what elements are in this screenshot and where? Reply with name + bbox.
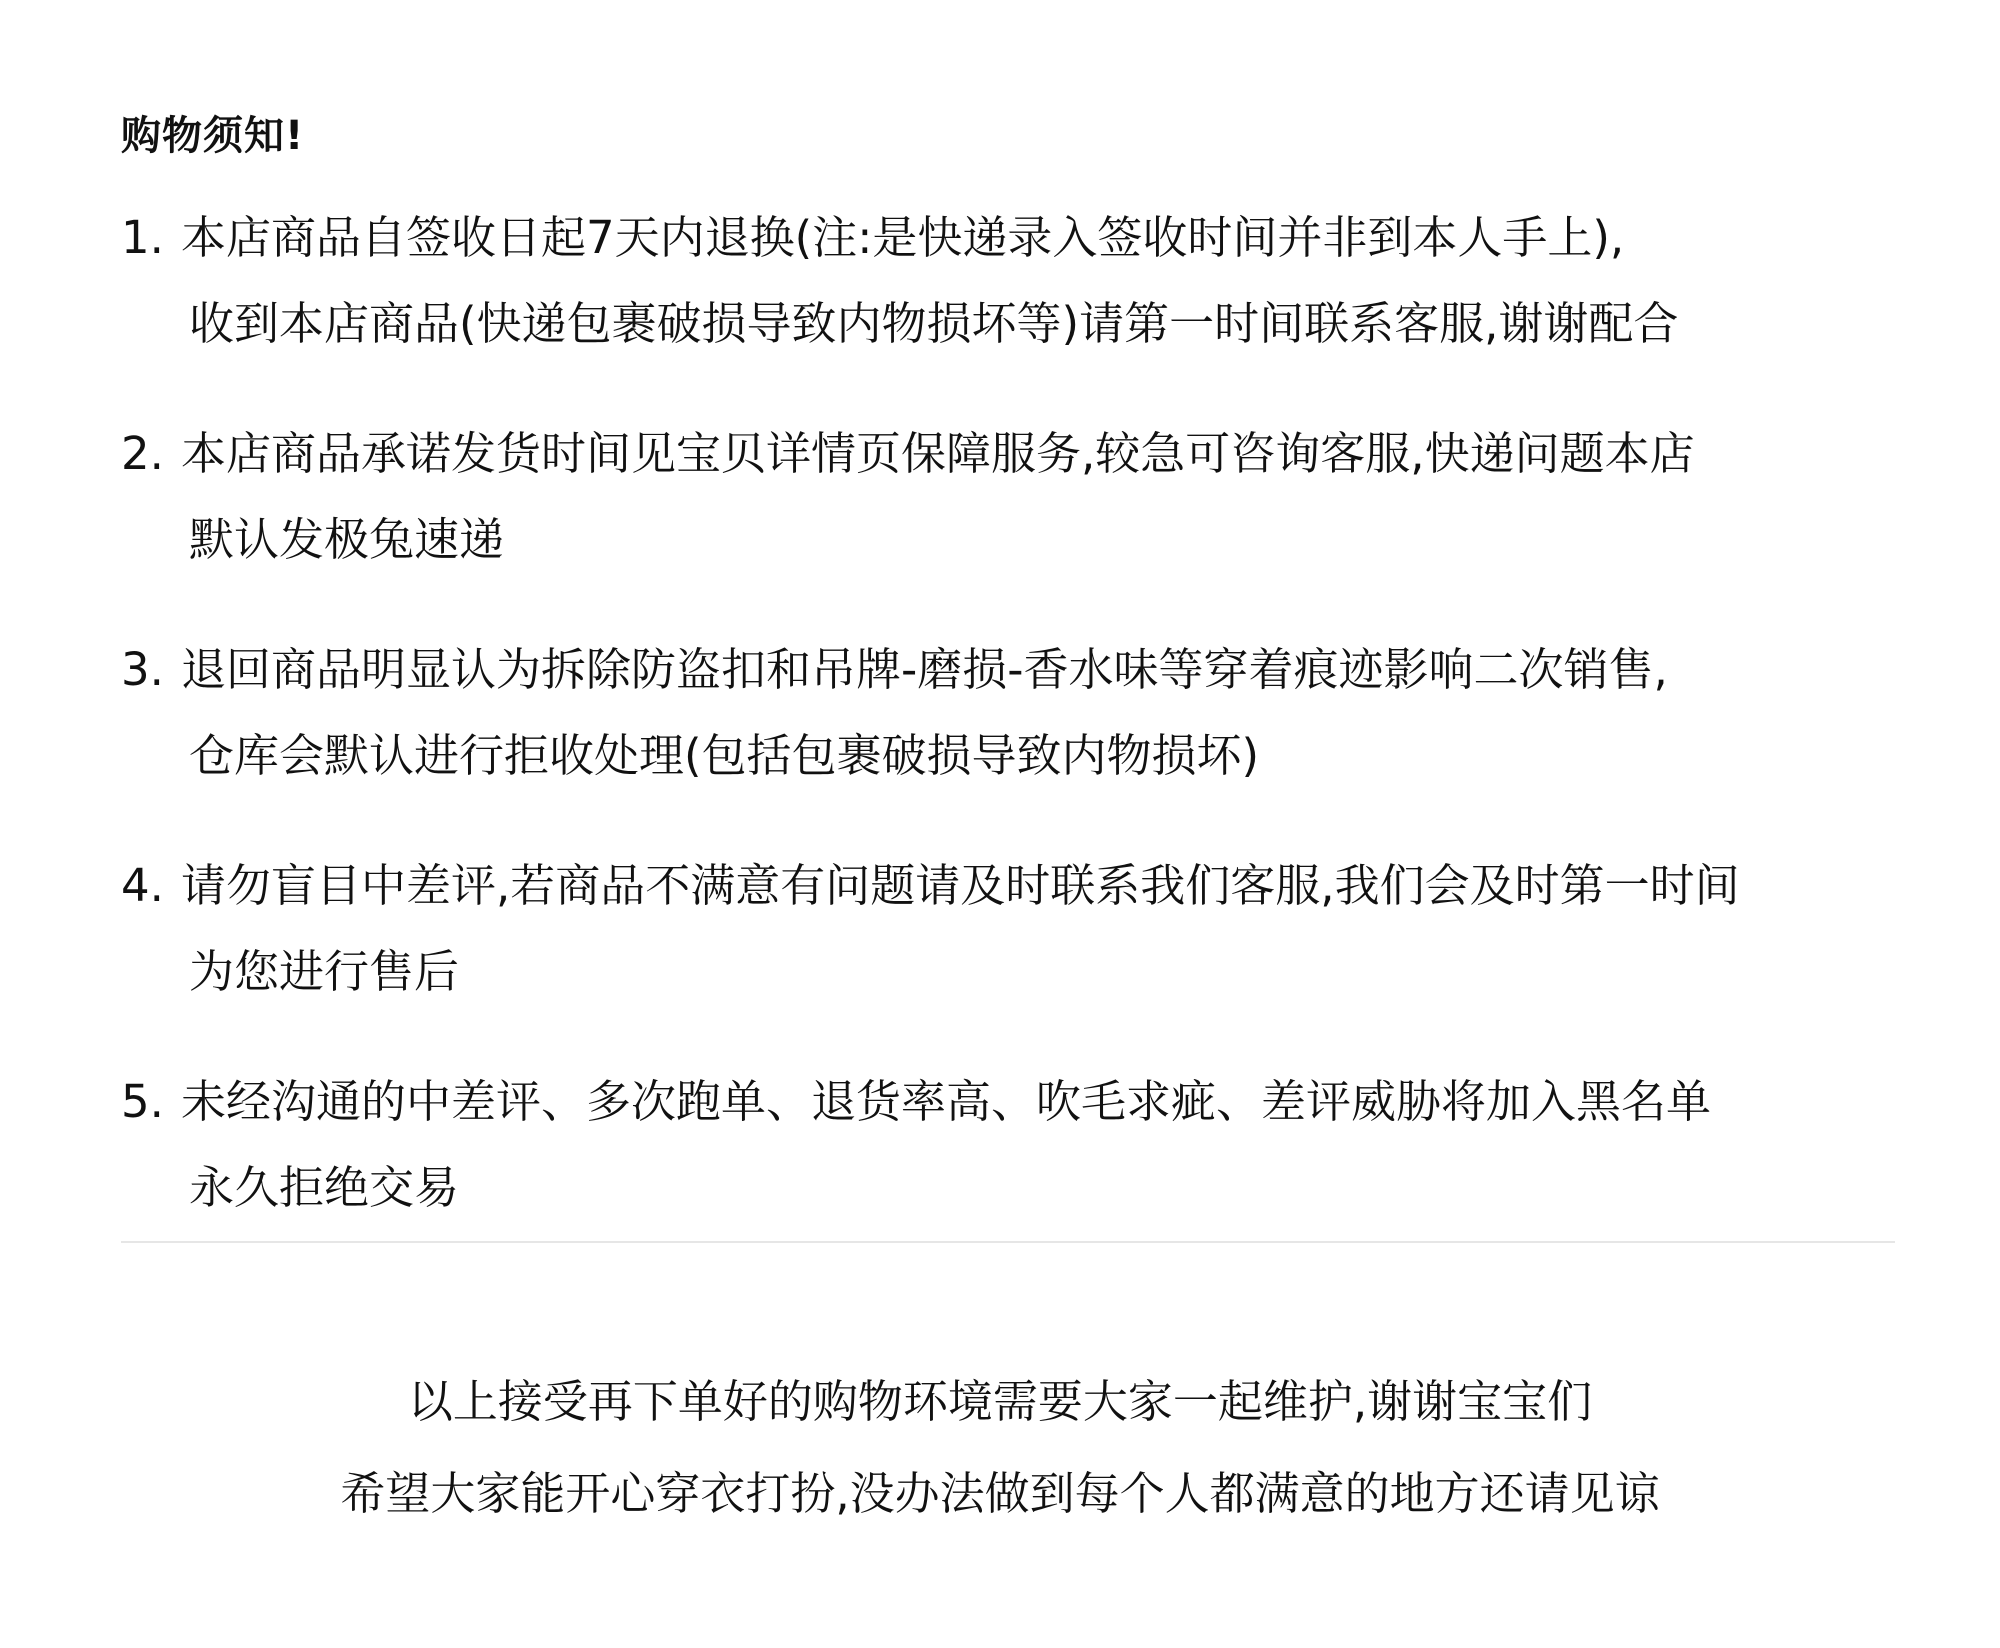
rule-number: 5. bbox=[121, 1075, 164, 1128]
rule-text-line-2: 为您进行售后 bbox=[189, 945, 460, 998]
rule-item-3 bbox=[121, 638, 1921, 854]
rule-text-line-1: 未经沟通的中差评、多次跑单、退货率高、吹毛求疵、差评威胁将加入黑名单 bbox=[181, 1075, 1712, 1128]
rule-item-5 bbox=[121, 1070, 1921, 1286]
rules-list bbox=[121, 206, 1921, 1286]
notice-heading: 购物须知! bbox=[121, 113, 305, 159]
rule-item-1 bbox=[121, 206, 1921, 422]
closing-line-2: 希望大家能开心穿衣打扮,没办法做到每个人都满意的地方还请见谅 bbox=[340, 1467, 1660, 1520]
rule-text-line-1: 本店商品承诺发货时间见宝贝详情页保障服务,较急可咨询客服,快递问题本店 bbox=[181, 427, 1695, 480]
rule-item-4 bbox=[121, 854, 1921, 1070]
rule-text-line-1: 请勿盲目中差评,若商品不满意有问题请及时联系我们客服,我们会及时第一时间 bbox=[181, 859, 1740, 912]
rule-text-line-2: 收到本店商品(快递包裹破损导致内物损坏等)请第一时间联系客服,谢谢配合 bbox=[189, 297, 1679, 350]
rule-text-line-2: 仓库会默认进行拒收处理(包括包裹破损导致内物损坏) bbox=[189, 729, 1260, 782]
section-divider bbox=[121, 1241, 1895, 1243]
rule-number: 3. bbox=[121, 643, 164, 696]
rule-text-line-1: 退回商品明显认为拆除防盗扣和吊牌-磨损-香水味等穿着痕迹影响二次销售, bbox=[181, 643, 1668, 696]
rule-text-line-2: 永久拒绝交易 bbox=[189, 1161, 460, 1214]
closing-line-1: 以上接受再下单好的购物环境需要大家一起维护,谢谢宝宝们 bbox=[407, 1375, 1593, 1428]
rule-text-line-2: 默认发极兔速递 bbox=[189, 513, 505, 566]
rule-number: 2. bbox=[121, 427, 164, 480]
rule-number: 1. bbox=[121, 211, 164, 264]
rule-number: 4. bbox=[121, 859, 164, 912]
closing-message bbox=[0, 1370, 2000, 1526]
rule-text-line-1: 本店商品自签收日起7天内退换(注:是快递录入签收时间并非到本人手上), bbox=[181, 211, 1625, 264]
rule-item-2 bbox=[121, 422, 1921, 638]
